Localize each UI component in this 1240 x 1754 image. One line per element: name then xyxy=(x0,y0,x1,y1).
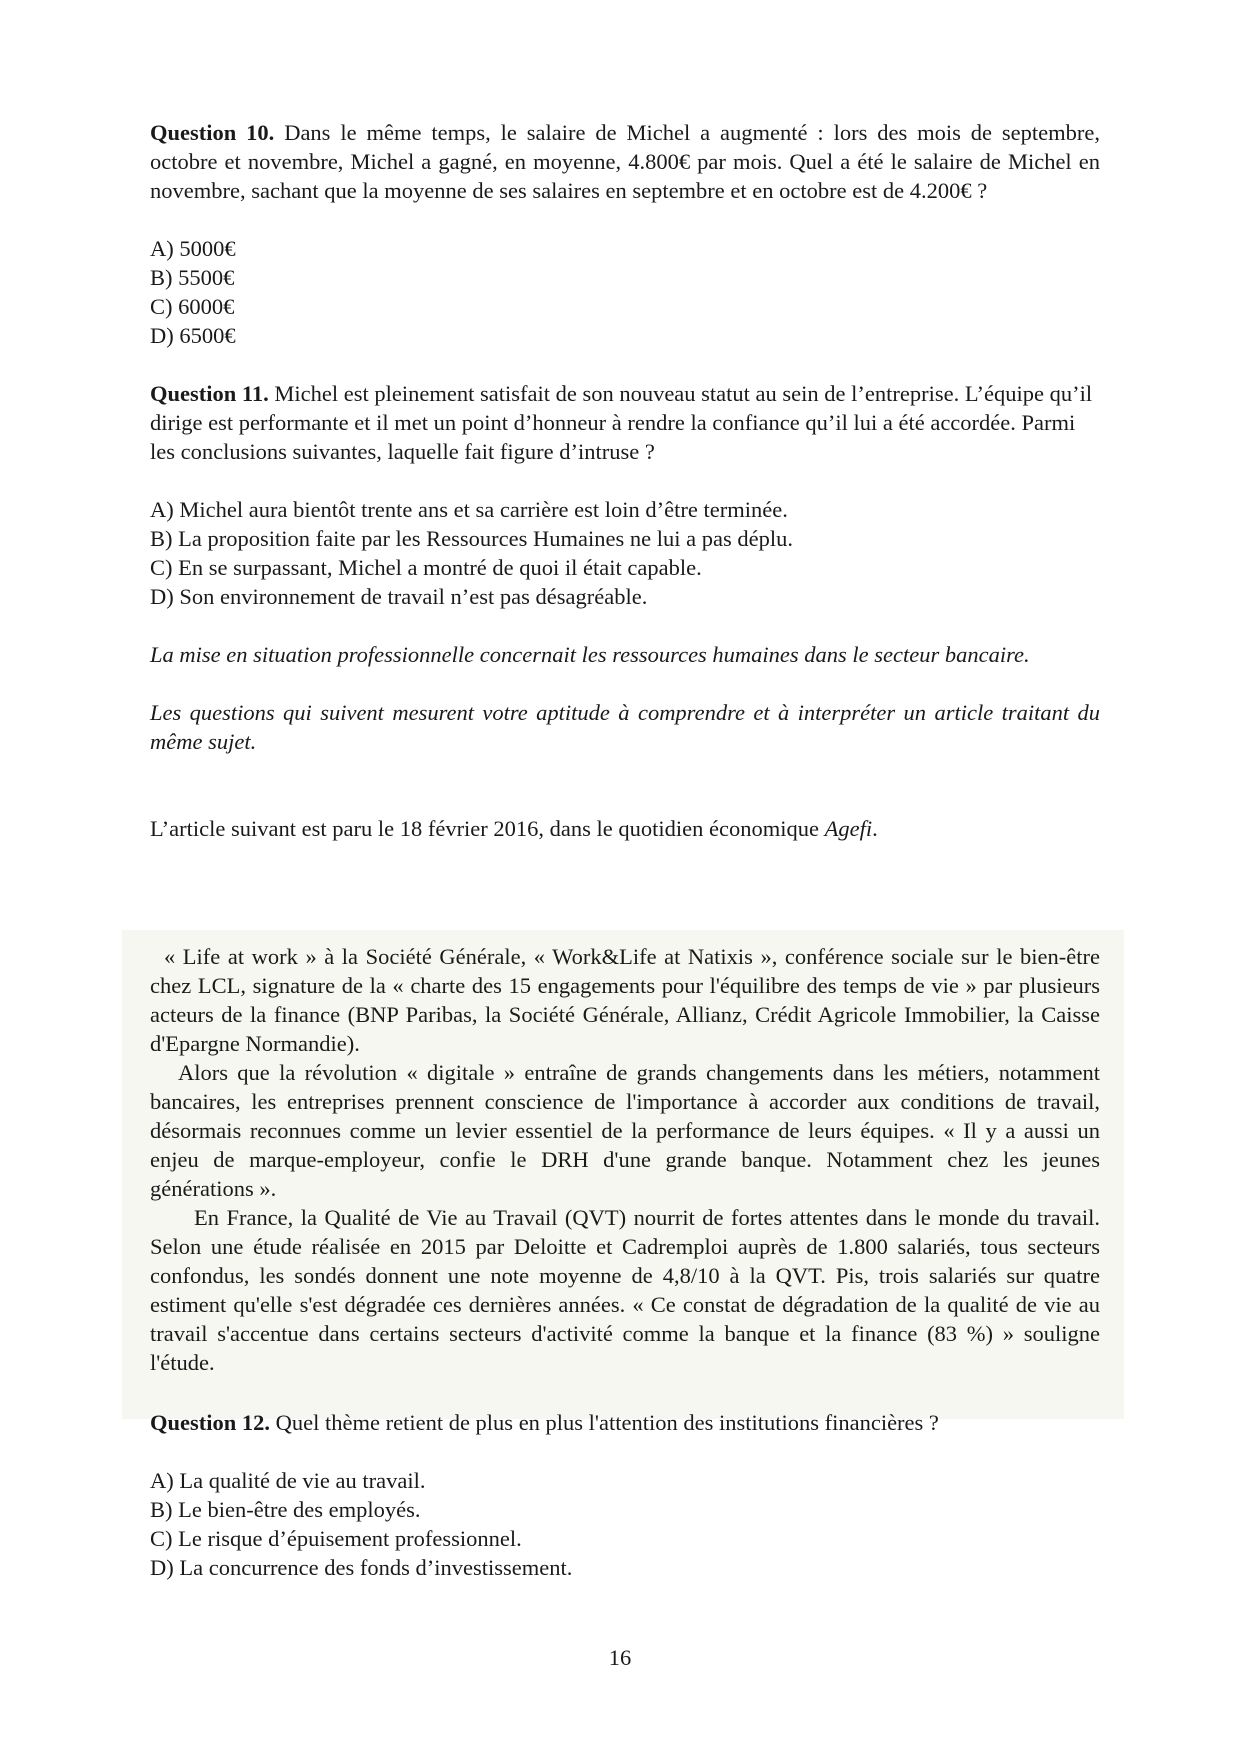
article-source-suffix: . xyxy=(872,816,878,841)
option-b: B) La proposition faite par les Ressources Humaines ne lui a pas déplu. xyxy=(150,526,793,551)
question-11 xyxy=(150,379,1100,466)
question-10-text: Dans le même temps, le salaire de Michel a augmenté : lors des mois de septembre, octobre et novembre, Michel a gagné, en moyenne, 4.800€ par mois. Quel a été le salaire de Michel en novembre, sachant que la moyenne de ses salaires en septembre et en octobre est de 4.200€ ? xyxy=(150,120,1101,203)
option-a: A) 5000€ xyxy=(150,236,236,261)
question-11-label: Question 11. xyxy=(150,381,269,406)
page-content xyxy=(150,118,1100,843)
option-a: A) La qualité de vie au travail. xyxy=(150,1468,426,1493)
article-box xyxy=(122,930,1124,1419)
option-d: D) Son environnement de travail n’est pas désagréable. xyxy=(150,584,648,609)
option-d: D) 6500€ xyxy=(150,323,236,348)
question-10-options xyxy=(150,234,1100,350)
option-c: C) En se surpassant, Michel a montré de quoi il était capable. xyxy=(150,555,702,580)
article-source-prefix: L’article suivant est paru le 18 février 2016, dans le quotidien économique xyxy=(150,816,825,841)
question-11-text: Michel est pleinement satisfait de son nouveau statut au sein de l’entreprise. L’équipe qu’il dirige est performante et il met un point d’honneur à rendre la confiance qu’il lui a été accordée. Parmi les conclusions suivantes, laquelle fait figure d’intruse ? xyxy=(150,381,1093,464)
article-paragraph-1: « Life at work » à la Société Générale, « Work&Life at Natixis », conférence sociale sur le bien-être chez LCL, signature de la « charte des 15 engagements pour l'équilibre des temps de vie » par plusieurs acteurs de la finance (BNP Paribas, la Société Générale, Allianz, Crédit Agricole Immobilier, la Caisse d'Epargne Normandie). xyxy=(150,944,1100,1056)
question-10-label: Question 10. xyxy=(150,120,275,145)
article-paragraph-3: En France, la Qualité de Vie au Travail (QVT) nourrit de fortes attentes dans le monde du travail. Selon une étude réalisée en 2015 par Deloitte et Cadremploi auprès de 1.800 salariés, tous secteurs confondus, les sondés donnent une note moyenne de 4,8/10 à la QVT. Pis, trois salariés sur quatre estiment qu'elle s'est dégradée ces dernières années. « Ce constat de dégradation de la qualité de vie au travail s'accentue dans certains secteurs d'activité comme la banque et la finance (83 %) » souligne l'étude. xyxy=(150,1205,1100,1375)
question-12-options xyxy=(150,1466,1100,1582)
article-source xyxy=(150,814,1100,843)
question-10 xyxy=(150,118,1100,205)
option-c: C) Le risque d’épuisement professionnel. xyxy=(150,1526,522,1551)
option-b: B) Le bien-être des employés. xyxy=(150,1497,421,1522)
question-12-label: Question 12. xyxy=(150,1410,271,1435)
option-c: C) 6000€ xyxy=(150,294,235,319)
page-number: 16 xyxy=(608,1645,632,1670)
article-paragraph-2: Alors que la révolution « digitale » entraîne de grands changements dans les métiers, notamment bancaires, les entreprises prennent conscience de l'importance à accorder aux conditions de travail, désormais reconnues comme un levier essentiel de la performance de leurs équipes. « Il y a aussi un enjeu de marque-employeur, confie le DRH d'une grande banque. Notamment chez les jeunes générations ». xyxy=(150,1060,1100,1201)
option-d: D) La concurrence des fonds d’investissement. xyxy=(150,1555,573,1580)
question-11-options xyxy=(150,495,1100,611)
intro-instructions: Les questions qui suivent mesurent votre aptitude à comprendre et à interpréter un article traitant du même sujet. xyxy=(150,700,1100,754)
option-b: B) 5500€ xyxy=(150,265,235,290)
option-a: A) Michel aura bientôt trente ans et sa carrière est loin d’être terminée. xyxy=(150,497,788,522)
question-12 xyxy=(150,1408,1100,1437)
intro-context: La mise en situation professionnelle concernait les ressources humaines dans le secteur bancaire. xyxy=(150,642,1030,667)
question-12-text: Quel thème retient de plus en plus l'attention des institutions financières ? xyxy=(270,1410,939,1435)
question-12-section xyxy=(150,1408,1100,1582)
article-text xyxy=(150,942,1100,1377)
article-source-name: Agefi xyxy=(824,816,873,841)
